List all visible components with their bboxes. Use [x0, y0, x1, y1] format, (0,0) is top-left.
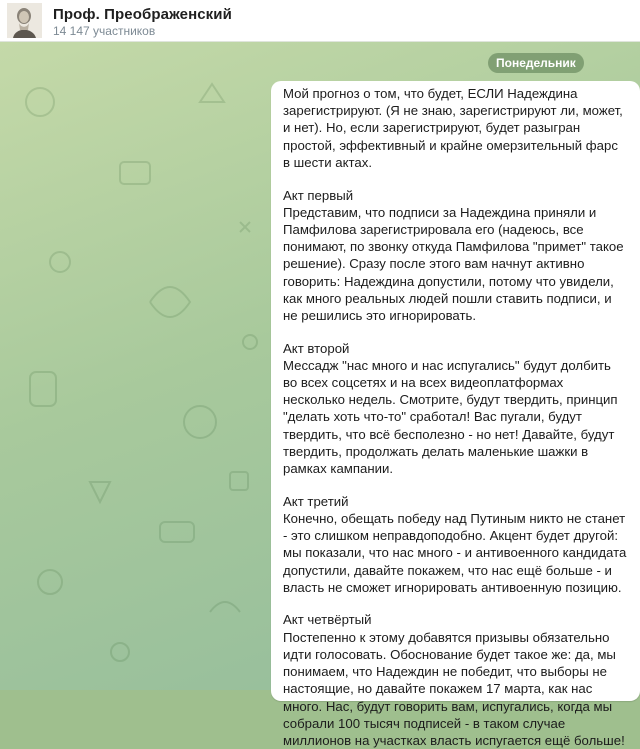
- channel-title[interactable]: Проф. Преображенский: [53, 6, 232, 23]
- chat-header: [0, 0, 640, 42]
- channel-avatar[interactable]: [7, 3, 42, 38]
- member-count: 14 147 участников: [53, 24, 156, 38]
- date-separator: Понедельник: [488, 53, 584, 73]
- act-3-heading: Акт третий: [283, 493, 349, 509]
- message-intro: Мой прогноз о том, что будет, ЕСЛИ Надеждина зарегистрируют. (Я не знаю, зарегистрируют ли, может, и нет). Но, если зарегистрируют, будет разыгран простой, эффективный и крайне омерзительный фарс в шести актах.: [283, 86, 623, 170]
- professor-portrait-icon: [7, 3, 42, 38]
- message-bubble[interactable]: [271, 81, 640, 748]
- act-2-text: Мессадж "нас много и нас испугались" будут долбить во всех соцсетях и на всех видеоплатформах несколько недель. Смотрите, будут твердить, принцип "делать хоть что-то" сработал! Вас пугали, будут твердить, что всё бесполезно - но нет! Давайте, будут твердить, продолжать делать маленькие шажки в рамках кампании.: [283, 357, 618, 477]
- act-4-heading: Акт четвёртый: [283, 612, 372, 628]
- act-1-heading: Акт первый: [283, 187, 354, 203]
- act-2-heading: Акт второй: [283, 340, 350, 356]
- act-3-text: Конечно, обещать победу над Путиным никто не станет - это слишком неправдоподобно. Акцент будет другой: мы показали, что нас много - и антивоенного кандидата допустили, давайте покажем, что нас ещё больше - и власть не сможет игнорировать антивоенную позицию.: [283, 510, 627, 595]
- chat-area[interactable]: [0, 42, 640, 748]
- act-4-text: Постепенно к этому добавятся призывы обязательно идти голосовать. Обоснование будет такое же: да, мы понимаем, что Надеждин не победит, что выборы не настоящие, но давайте покажем 17 марта, как нас много. Нас, будут говорить вам, испугались, когда мы собрали 100 тысяч подписей - в таком случае миллионов на участках власть испугается ещё больше!: [283, 629, 625, 748]
- act-1-text: Представим, что подписи за Надеждина приняли и Памфилова зарегистрировала его (надеюсь, все понимают, по звонку откуда Памфилова "примет" такое решение). Сразу после этого вам начнут активно говорить: Надеждина допустили, потому что увидели, как много реальных людей пошли ставить подписи, и не решились это игнорировать.: [283, 204, 624, 323]
